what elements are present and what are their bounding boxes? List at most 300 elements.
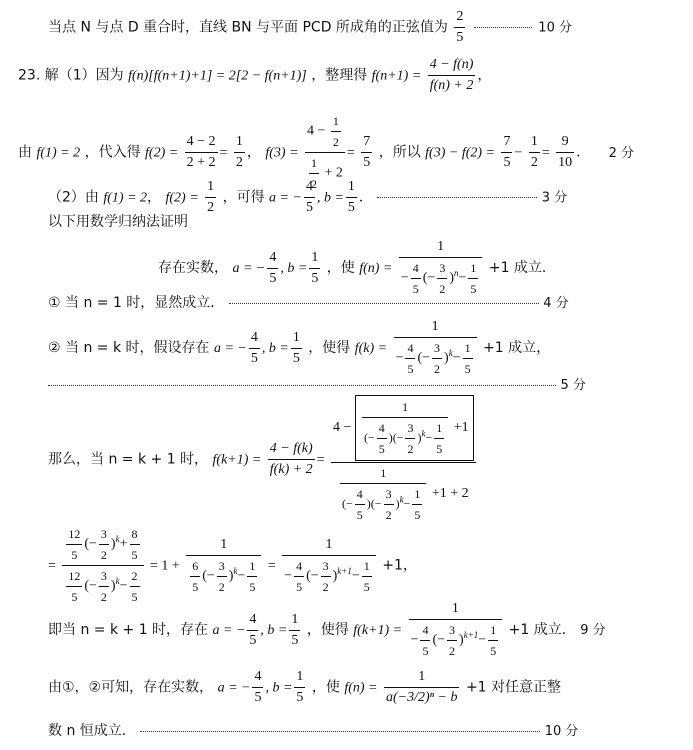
inner-big-frac (340, 464, 426, 524)
minus: − (237, 568, 246, 584)
num: 12 (66, 525, 82, 545)
four-fifths (304, 178, 315, 217)
den: 5 (131, 590, 138, 604)
l5-post: +1 成立． (488, 260, 556, 276)
line-5 (158, 238, 556, 298)
num: 2 (130, 567, 140, 587)
den: 5 (436, 442, 443, 456)
line-6 (48, 294, 569, 313)
paren: ) (449, 270, 454, 286)
num: 1 (463, 339, 473, 359)
den: 5 (71, 590, 78, 604)
den: 5 (250, 350, 258, 366)
num: 1 (488, 621, 498, 641)
score-label: 4 分 (543, 296, 569, 311)
num: 1 (468, 259, 478, 279)
num: 1 (434, 419, 444, 439)
eight-fifths (130, 525, 140, 564)
den: 2 (530, 155, 538, 170)
neg: − (400, 270, 409, 286)
l7-big-frac (394, 318, 477, 378)
num: 4 (411, 259, 421, 279)
paren: (− (432, 632, 446, 648)
four-fifths (252, 668, 263, 707)
bracket-group (355, 395, 474, 461)
comma: ， (477, 67, 492, 84)
num: 4 (267, 249, 278, 269)
leader-dots (377, 197, 537, 198)
q23-den: f(n) + 2 (429, 78, 474, 93)
leader-dots (140, 731, 540, 732)
den: (− $\frac{4}{5}$ )(− $\frac{3}{2}$ )$^k$− $\frac{1}{5}$ (342, 487, 421, 522)
l7-post: +1 成立， (483, 340, 551, 356)
den: 2 + 2 (186, 155, 216, 170)
score-label: 3 分 (541, 190, 568, 206)
one-fifth (291, 329, 302, 368)
l9-frac (268, 440, 315, 479)
q23-num: 4 − f(n) (428, 56, 476, 76)
l10-frac-b (186, 536, 261, 596)
line-12 (48, 668, 561, 707)
eq: = (219, 145, 228, 161)
l13-text: 数 n 恒成立． (48, 723, 136, 739)
six-fifths (190, 557, 200, 596)
period: ． (358, 189, 373, 206)
num: 9 (556, 133, 574, 153)
num: 3 (432, 339, 442, 359)
inner-big-frac (362, 398, 448, 458)
num: 8 (130, 525, 140, 545)
den: 2 (218, 579, 225, 594)
score-label: 9 分 (580, 623, 606, 638)
one-fifth (247, 557, 257, 596)
twelve-fifths (66, 525, 82, 564)
q23-equation: f(n)[f(n+1)+1] = 2[2 − f(n+1)] (128, 68, 307, 84)
den: 5 (412, 282, 419, 296)
l12-frac (384, 668, 460, 707)
eq: = (346, 145, 355, 161)
half (205, 178, 216, 217)
eq: = (316, 452, 325, 468)
one-fifth (434, 419, 444, 458)
num: 1 (340, 464, 426, 484)
den: 5 (249, 632, 257, 648)
l2-pre: 由 (18, 144, 32, 161)
neg: − (410, 632, 419, 648)
leader-dots (229, 303, 539, 304)
line0-text: 当点 N 与点 D 重合时，直线 BN 与平面 PCD 所成角的正弦值为 (48, 19, 448, 36)
l4-text: 以下用数学归纳法证明 (48, 214, 188, 230)
num: 4 (420, 621, 430, 641)
den: 5 (254, 690, 262, 705)
b-eq: , b = (261, 341, 289, 356)
num: 1 (309, 154, 319, 174)
num: 1 (331, 112, 341, 132)
four-fifths (294, 557, 304, 596)
minus: − (452, 350, 461, 366)
den: f(k) + 2 (269, 462, 313, 477)
plus-one-plus-two: +1 + 2 (431, 486, 469, 502)
a-eq: a = − (217, 680, 251, 696)
l9-fk1: f(k+1) = (212, 452, 262, 468)
den: 5 (470, 282, 477, 296)
den: $\frac{6}{5}$ (− $\frac{3}{2}$ )$^k$− $\frac{1}{5}$ (192, 558, 256, 594)
line-3 (48, 178, 567, 217)
plus-two: + 2 (324, 165, 343, 181)
score-label: 2 分 (608, 145, 635, 161)
comma: ， (246, 144, 261, 161)
num: 1 (294, 668, 305, 688)
l10-end: +1， (382, 557, 417, 574)
l11-fk1: f(k+1) = (353, 623, 403, 638)
paren: (− (422, 270, 436, 286)
line-13 (48, 722, 578, 741)
l2-f1: f(1) = 2 (36, 145, 81, 161)
line-4 (48, 213, 188, 231)
den: − $\frac{4}{5}$ (− $\frac{3}{2}$ )$^n$− $\frac{1}{5}$ (400, 261, 477, 296)
num: 1 (384, 668, 460, 688)
den: 5 (363, 155, 371, 170)
num: 1 (412, 485, 422, 505)
paren: (− (84, 578, 97, 594)
paren: ) (110, 536, 116, 552)
den: 5 (378, 442, 385, 456)
num: 1 (291, 329, 302, 349)
den: 5 (422, 644, 429, 658)
four-fifths (247, 611, 258, 650)
num: 4 (294, 557, 304, 577)
minus: − (343, 420, 352, 436)
num: 3 (384, 485, 394, 505)
den: 5 (363, 579, 370, 594)
three-halves (321, 557, 331, 596)
one-fifth (463, 339, 473, 378)
num: 3 (99, 567, 109, 587)
l2-f2: f(2) = (145, 145, 179, 161)
l5-pre: 存在实数， (158, 260, 228, 276)
period: ． (576, 144, 591, 161)
l11-use: ，使得 (306, 622, 349, 638)
den (331, 463, 476, 524)
den: 2 (449, 644, 456, 658)
den: 5 (296, 579, 303, 594)
four-fifths (420, 621, 430, 660)
score-label: 10 分 (544, 724, 579, 739)
den: 5 (311, 270, 319, 286)
den: 5 (490, 644, 497, 658)
den: 10 (558, 155, 573, 170)
den: 5 (71, 548, 78, 562)
l12-use: ，使 (311, 679, 340, 696)
one-fifth (309, 249, 320, 288)
den: 5 (305, 200, 313, 215)
three-halves (437, 259, 447, 298)
l2-half (234, 133, 245, 172)
den: − $\frac{4}{5}$ (− $\frac{3}{2}$ )$^{k+1}$− $\frac{1}{5}$ (410, 623, 497, 658)
b-eq: , b = (280, 261, 308, 276)
line-0 (48, 8, 572, 47)
line-10 (48, 525, 417, 606)
one-fifth (289, 611, 300, 650)
l7-pre: ② 当 n = k 时，假设存在 (48, 340, 210, 356)
four: 4 (333, 420, 341, 436)
l2-sub: ，代入得 (84, 144, 141, 161)
line-11 (48, 600, 606, 660)
minus: − (119, 578, 128, 594)
paren: ) (388, 430, 393, 445)
l12-pre: 由①，②可知，存在实数， (48, 679, 214, 696)
num: 1 (282, 536, 376, 556)
three-halves (217, 557, 227, 596)
l5-use: ，使 (326, 260, 355, 276)
num: 1 (529, 133, 540, 153)
seven-fifths (361, 133, 372, 172)
num: 6 (190, 557, 200, 577)
l12-fn: f(n) = (344, 680, 378, 696)
one-half-b (529, 133, 540, 172)
eq: = (267, 558, 276, 574)
den: 5 (292, 350, 300, 366)
l3-get: ，可得 (222, 189, 265, 206)
line-7 (48, 318, 550, 378)
b-eq: , b = (316, 190, 344, 206)
minus: − (425, 430, 433, 445)
num: 3 (447, 621, 457, 641)
one-fifth (468, 259, 478, 298)
num: 3 (99, 525, 109, 545)
four-minus: 4 − (307, 123, 326, 139)
num: 1 (394, 318, 477, 338)
den: 5 (464, 362, 471, 376)
den: 5 (414, 508, 421, 522)
l3-pre: （2）由 (48, 189, 99, 206)
eq: = (48, 558, 56, 574)
num: 4 (252, 668, 263, 688)
a-eq: a = − (269, 190, 302, 206)
one-plus: = 1 + (149, 558, 180, 574)
paren: ) (417, 430, 422, 445)
line-q23 (18, 56, 491, 95)
den: 5 (249, 579, 256, 594)
nine-tenths (556, 133, 574, 172)
minus: − (514, 145, 523, 161)
den: $\frac{12}{5}$ (− $\frac{3}{2}$ )$^k$− $\frac{2}{5}$ (68, 569, 138, 604)
num: 7 (361, 133, 372, 153)
l5-big-frac (399, 238, 483, 298)
num: 1 (362, 557, 372, 577)
line-8 (48, 376, 586, 395)
paren: ) (228, 568, 234, 584)
inner-frac (331, 112, 341, 151)
paren: ) (444, 350, 449, 366)
den: 5 (192, 579, 199, 594)
den: 2 (207, 200, 215, 215)
paren: ) (459, 632, 464, 648)
den: 5 (407, 362, 414, 376)
minus: − (351, 568, 360, 584)
one-fifth (362, 557, 372, 596)
num: 1 (346, 178, 357, 198)
b-eq: , b = (265, 680, 293, 696)
l11-post: +1 成立． (508, 622, 576, 638)
seven-fifths-b (501, 133, 512, 172)
paren: (− (84, 536, 97, 552)
den: 2 (434, 362, 441, 376)
den: 2 (311, 177, 317, 191)
num: 1 (247, 557, 257, 577)
paren: ) (110, 578, 116, 594)
paren: (− (363, 430, 375, 445)
three-halves (447, 621, 457, 660)
four-fifths (355, 485, 365, 524)
num: 1 (399, 238, 483, 258)
num: 4 − f(k) (268, 440, 315, 460)
minus: − (478, 632, 487, 648)
four-fifths (267, 249, 278, 288)
den: 2 (100, 548, 107, 562)
num: 4 (377, 419, 387, 439)
minus: − (403, 496, 411, 511)
paren: ) (366, 496, 371, 511)
l6-text: ① 当 n = 1 时，显然成立． (48, 295, 225, 311)
minus: − (458, 270, 467, 286)
paren: (− (370, 496, 382, 511)
l12-post: +1 对任意正整 (465, 679, 562, 696)
a-eq: a = − (212, 623, 246, 638)
l2-diff: f(3) − f(2) = (425, 145, 495, 161)
paren: ) (332, 568, 338, 584)
den: 5 (131, 548, 138, 562)
paren: (− (417, 350, 431, 366)
den: 2 (439, 282, 446, 296)
a-eq: a = − (232, 261, 266, 276)
paren: (− (392, 430, 404, 445)
l9-complex-frac (331, 395, 476, 524)
l5-fn: f(n) = (359, 261, 393, 276)
den: 2 (235, 155, 243, 170)
eq: = (541, 145, 550, 161)
l11-pre: 即当 n = k + 1 时，存在 (48, 622, 209, 638)
b-eq: , b = (260, 623, 288, 638)
den: 2 (322, 579, 329, 594)
four-fifths (411, 259, 421, 298)
num: 4 (247, 611, 258, 631)
l11-big-frac (409, 600, 503, 660)
four-fifths (377, 419, 387, 458)
q23-mid: ，整理得 (311, 67, 368, 84)
den: − $\frac{4}{5}$ (− $\frac{3}{2}$ )$^{k+1}$− $\frac{1}{5}$ (284, 558, 370, 594)
den: 5 (296, 690, 304, 705)
neg: − (395, 350, 404, 366)
num: 7 (501, 133, 512, 153)
den: 5 (356, 508, 363, 522)
three-halves (384, 485, 394, 524)
num: 4 − 2 (185, 133, 218, 153)
three-halves (432, 339, 442, 378)
paren: (− (306, 568, 319, 584)
l2-f3: f(3) = (265, 145, 299, 161)
three-halves (99, 525, 109, 564)
den: (− $\frac{4}{5}$ )(− $\frac{3}{2}$ )$^k$− $\frac{1}{5}$ (363, 421, 443, 456)
one-fifth (412, 485, 422, 524)
score-label: 10 分 (538, 20, 572, 36)
frac-num: 2 (454, 8, 465, 28)
num: 1 (309, 249, 320, 269)
num: 4 (355, 485, 365, 505)
l9-pre: 那么，当 n = k + 1 时， (48, 451, 209, 468)
num: 1 (234, 133, 245, 153)
num: 12 (66, 567, 82, 587)
den: 5 (291, 632, 299, 648)
paren: (− (202, 568, 215, 584)
den: 5 (347, 200, 355, 215)
one-fifth (294, 668, 305, 707)
num: 3 (405, 419, 415, 439)
l2-so: ，所以 (378, 144, 421, 161)
l3-f2: f(2) = (165, 190, 199, 206)
l3-f1: f(1) = 2 (103, 190, 148, 206)
den: 5 (503, 155, 511, 170)
den: a(−3/2)ⁿ − b (385, 690, 458, 705)
den: 5 (269, 270, 277, 286)
three-halves (405, 419, 415, 458)
num (331, 395, 476, 463)
num: 4 (405, 339, 415, 359)
leader-dots (48, 385, 556, 386)
a-eq: a = − (213, 341, 247, 356)
frac-den: 5 (456, 30, 464, 45)
comma: ， (147, 189, 162, 206)
four-fifths (249, 329, 260, 368)
den: 2 (407, 442, 414, 456)
num: 1 (186, 536, 261, 556)
l7-fk: f(k) = (354, 341, 388, 356)
l10-frac-a (62, 525, 143, 606)
num: 4 (304, 178, 315, 198)
num: 1 (205, 178, 216, 198)
paren: ) (395, 496, 400, 511)
leader-dots (474, 27, 532, 28)
num: 1 (289, 611, 300, 631)
paren: (− (342, 496, 353, 511)
num: 1 (409, 600, 503, 620)
den: 2 (100, 590, 107, 604)
one-fifth (346, 178, 357, 217)
q23-label: 23. 解（1）因为 (18, 67, 124, 84)
num: 4 (249, 329, 260, 349)
l2-f2-frac (185, 133, 218, 172)
line-9 (48, 395, 478, 524)
q23-lhs: f(n+1) = (371, 68, 422, 84)
plus-one: +1 (453, 420, 469, 436)
q23-fraction (428, 56, 476, 95)
den: 2 (385, 508, 392, 522)
num: 3 (217, 557, 227, 577)
num: 1 (362, 398, 448, 418)
num: $\frac{12}{5}$ (− $\frac{3}{2}$ )$^k$+ $\frac{8}{5}$ (62, 525, 143, 566)
four-fifths (405, 339, 415, 378)
den: 2 (332, 135, 339, 149)
l10-frac-c (282, 536, 376, 596)
num: 3 (437, 259, 447, 279)
fraction-2-5 (454, 8, 465, 47)
l7-use: ，使得 (308, 340, 351, 356)
num: 3 (321, 557, 331, 577)
neg: − (284, 568, 293, 584)
num (305, 112, 345, 153)
one-fifth (488, 621, 498, 660)
den: − $\frac{4}{5}$ (− $\frac{3}{2}$ )$^k$− $\frac{1}{5}$ (395, 341, 471, 376)
